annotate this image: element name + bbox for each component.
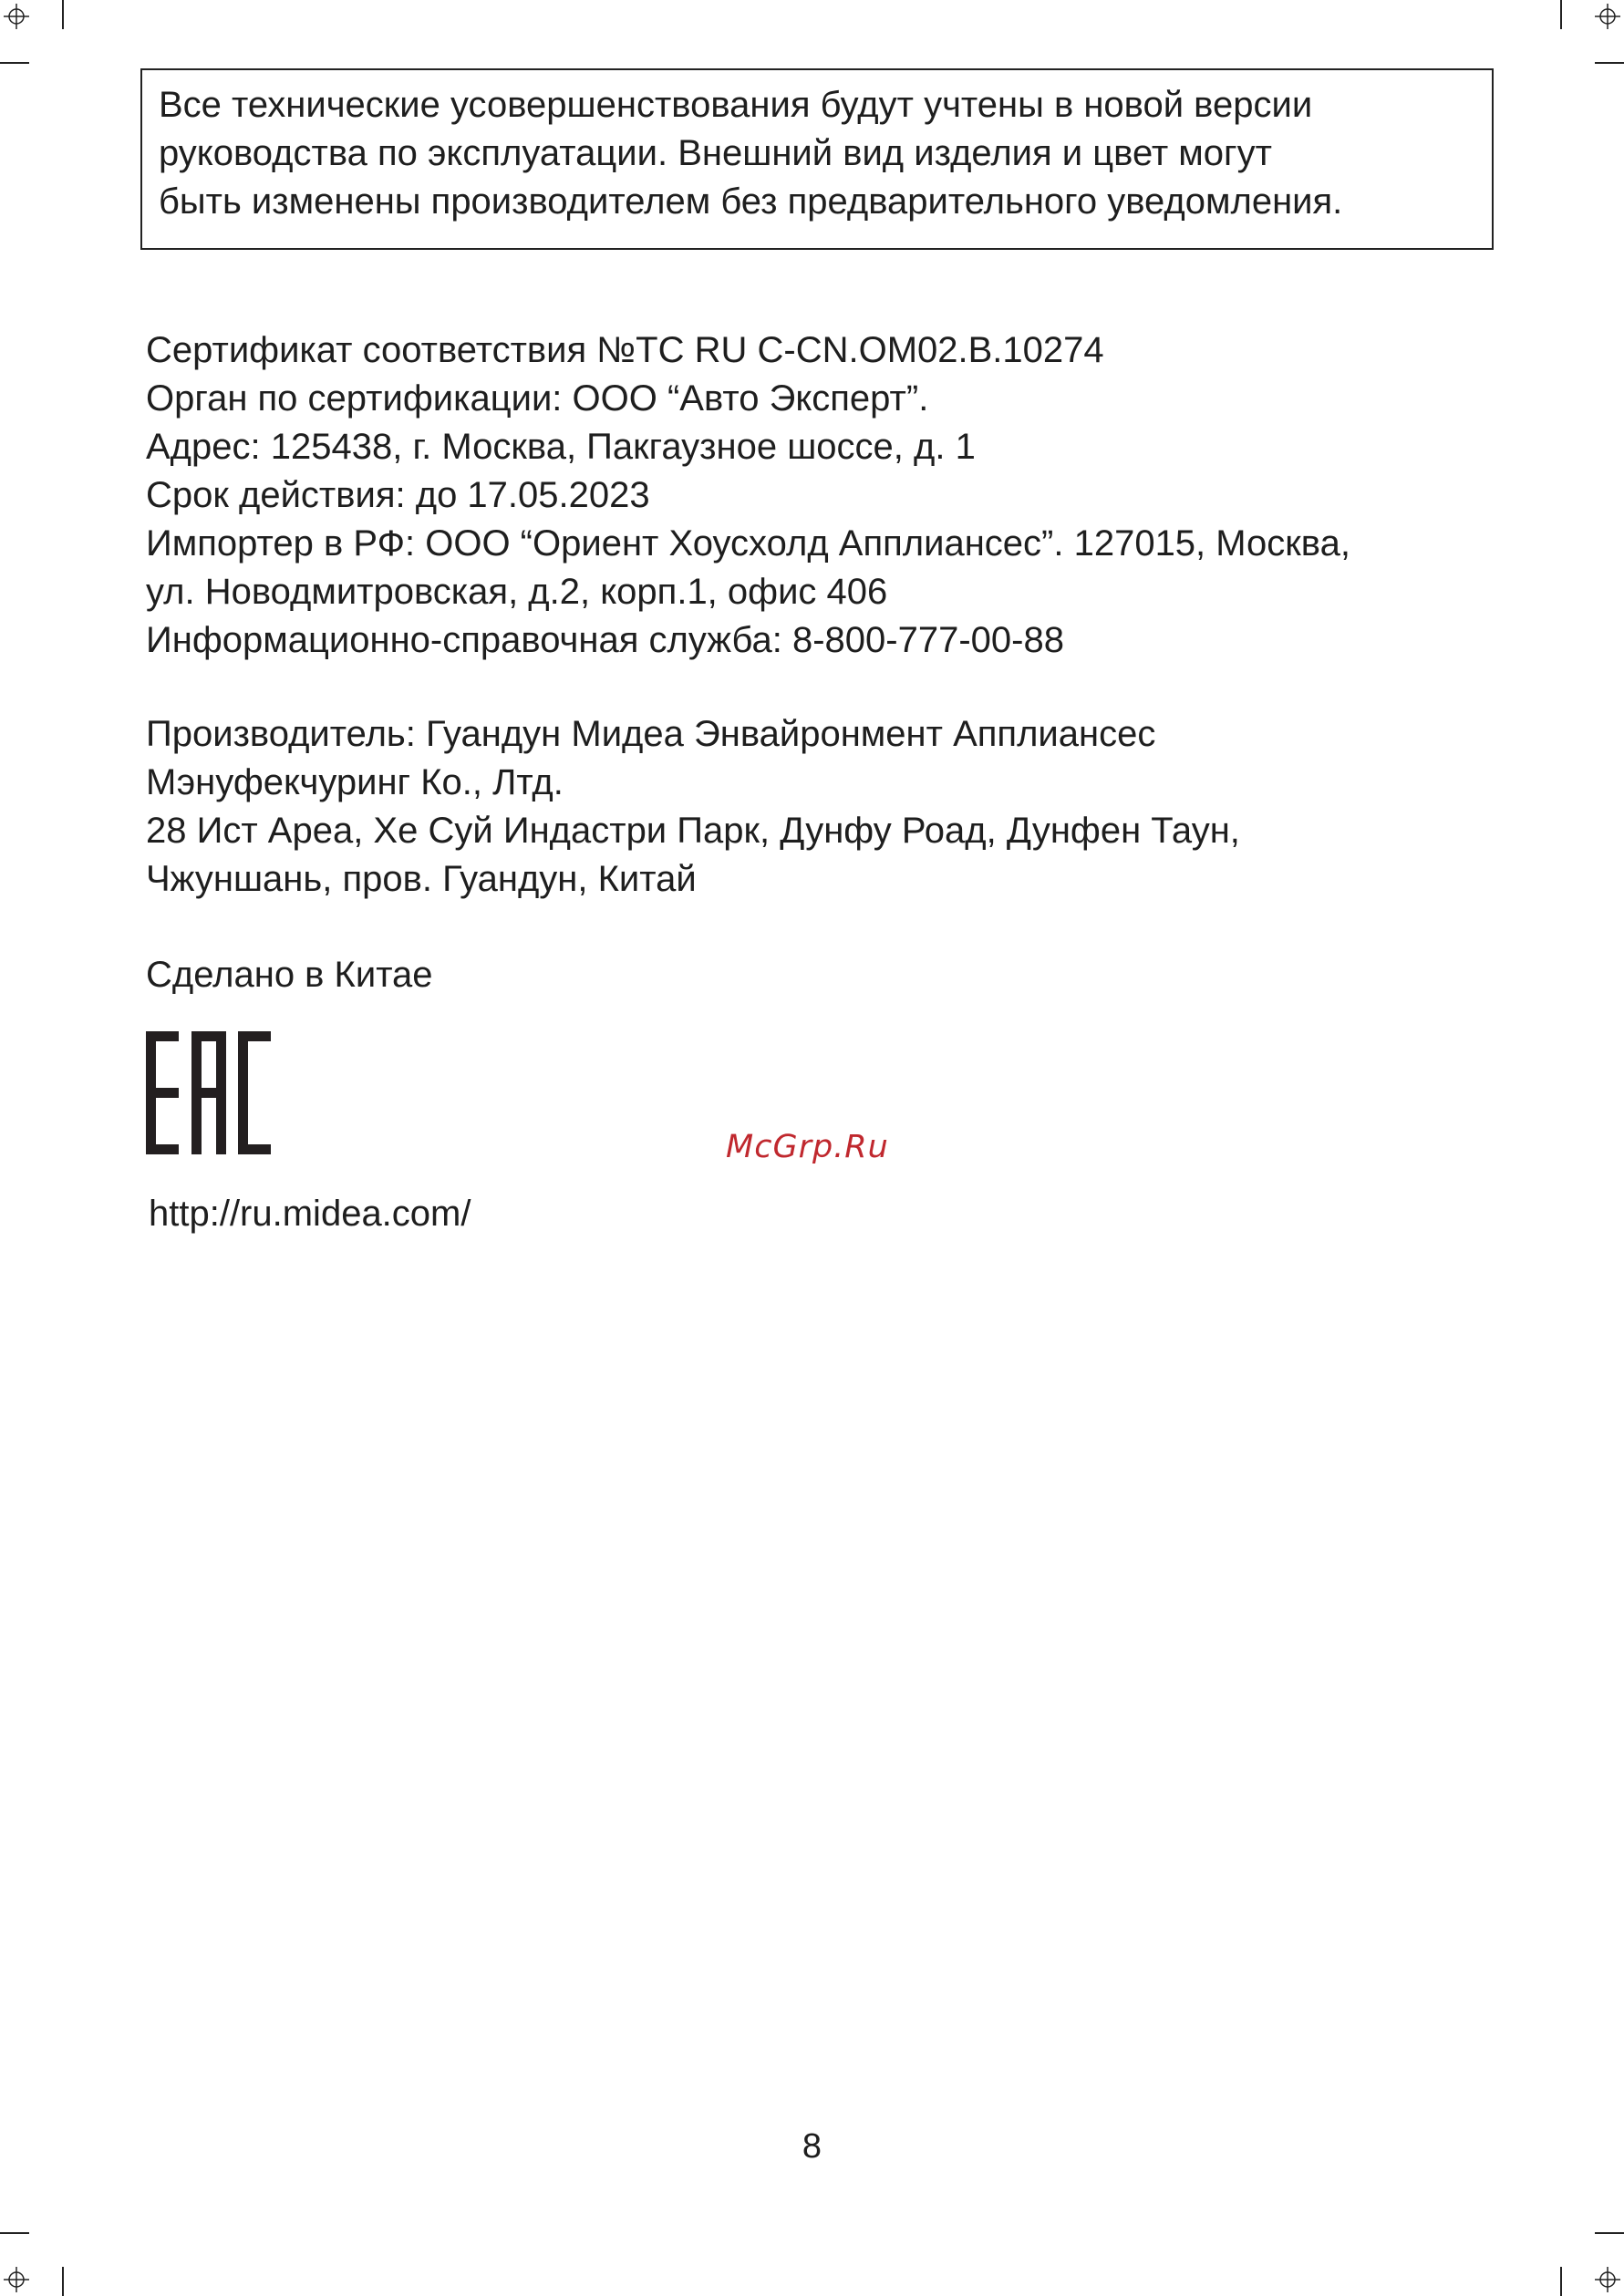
website-link[interactable]: http://ru.midea.com/ bbox=[149, 1194, 471, 1234]
crop-mark bbox=[1595, 2232, 1624, 2234]
notice-line: Все технические усовершенствования будут учтены в новой версии bbox=[159, 85, 1313, 125]
eac-logo-icon bbox=[146, 1031, 271, 1154]
certificate-line: Информационно-справочная служба: 8-800-777-00-88 bbox=[146, 620, 1064, 660]
registration-mark-icon bbox=[3, 3, 30, 30]
manufacturer-line: 28 Ист Ареа, Хе Суй Индастри Парк, Дунфу Роад, Дунфен Таун, bbox=[146, 811, 1240, 851]
certificate-line: Импортер в РФ: ООО “Ориент Хоусхолд Апплиансес”. 127015, Москва, bbox=[146, 523, 1350, 564]
notice-box bbox=[140, 68, 1494, 250]
crop-mark bbox=[62, 0, 64, 29]
manufacturer-line: Мэнуфекчуринг Ко., Лтд. bbox=[146, 762, 564, 802]
certificate-line: Срок действия: до 17.05.2023 bbox=[146, 475, 650, 515]
crop-mark bbox=[1560, 2267, 1562, 2296]
crop-mark bbox=[1560, 0, 1562, 29]
certificate-line: Орган по сертификации: ООО “Авто Эксперт”. bbox=[146, 378, 929, 419]
registration-mark-icon bbox=[1594, 2266, 1621, 2293]
certificate-line: Адрес: 125438, г. Москва, Пакгаузное шоссе, д. 1 bbox=[146, 427, 976, 467]
certificate-line: ул. Новодмитровская, д.2, корп.1, офис 406 bbox=[146, 572, 888, 612]
crop-mark bbox=[1595, 62, 1624, 64]
registration-mark-icon bbox=[3, 2266, 30, 2293]
notice-line: быть изменены производителем без предварительного уведомления. bbox=[159, 181, 1343, 222]
watermark: McGrp.Ru bbox=[726, 1129, 889, 1165]
certificate-info bbox=[146, 326, 1350, 665]
page-number: 8 bbox=[802, 2127, 822, 2166]
notice-line: руководства по эксплуатации. Внешний вид изделия и цвет могут bbox=[159, 133, 1272, 173]
certificate-line: Сертификат соответствия №TC RU C-CN.OM02.B.10274 bbox=[146, 330, 1104, 370]
manufacturer-line: Производитель: Гуандун Мидеа Энвайронмент Апплиансес bbox=[146, 714, 1156, 754]
crop-mark bbox=[0, 62, 29, 64]
crop-mark bbox=[0, 2232, 29, 2234]
manufacturer-line: Чжуншань, пров. Гуандун, Китай bbox=[146, 859, 697, 899]
crop-mark bbox=[62, 2267, 64, 2296]
country-of-origin bbox=[146, 951, 433, 999]
registration-mark-icon bbox=[1594, 3, 1621, 30]
origin-text: Сделано в Китае bbox=[146, 955, 433, 995]
manufacturer-info bbox=[146, 710, 1240, 904]
